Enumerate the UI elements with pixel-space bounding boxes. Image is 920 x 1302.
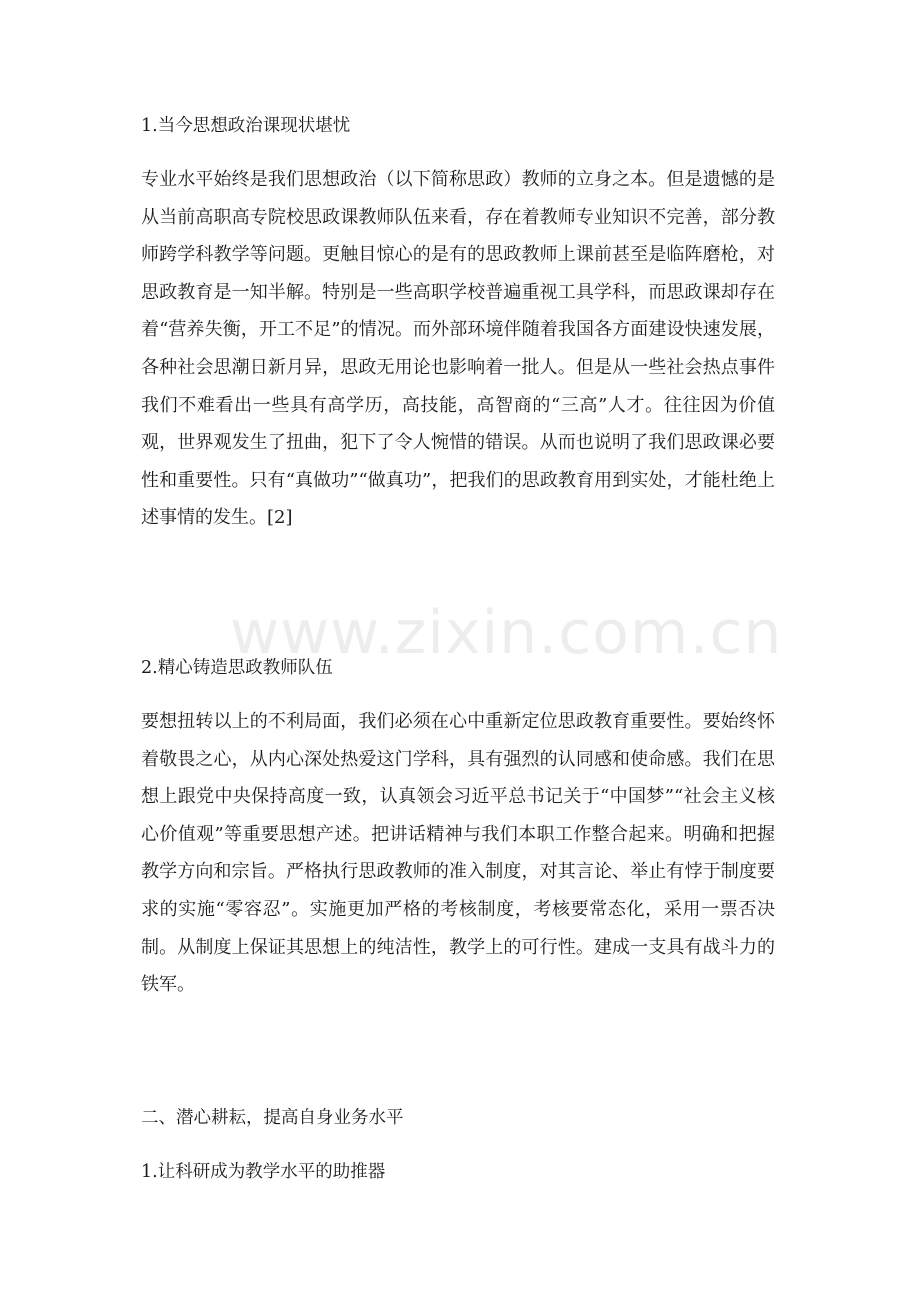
section-1-paragraph: 专业水平始终是我们思想政治（以下简称思政）教师的立身之本。但是遗憾的是从当前高职高专院校思政课教师队伍来看，存在着教师专业知识不完善，部分教师跨学科教学等问题。更触目惊心的是有的思政教师上课前甚至是临阵磨枪，对思政教育是一知半解。特别是一些高职学校普遍重视工具学科，而思政课却存在着“营养失衡，开工不足”的情况。而外部环境伴随着我国各方面建设快速发展，各种社会思潮日新月异，思政无用论也影响着一批人。但是从一些社会热点事件我们不难看出一些具有高学历，高技能，高智商的“三高”人才。往往因为价值观，世界观发生了扭曲，犯下了令人惋惜的错误。从而也说明了我们思政课必要性和重要性。只有“真做功”“做真功”，把我们的思政教育用到实处，才能杜绝上述事情的发生。[2] xyxy=(141,169,775,529)
section-1-heading: 1.当今思想政治课现状堪忧 xyxy=(141,116,351,136)
watermark: www.zixin.com.cn xyxy=(230,598,783,668)
section-2-heading: 2.精心铸造思政教师队伍 xyxy=(141,658,333,678)
subsection-1-heading: 1.让科研成为教学水平的助推器 xyxy=(141,1162,386,1182)
section-2-paragraph: 要想扭转以上的不利局面，我们必须在心中重新定位思政教育重要性。要始终怀着敬畏之心，从内心深处热爱这门学科，具有强烈的认同感和使命感。我们在思想上跟党中央保持高度一致，认真领会习近平总书记关于“中国梦”“社会主义核心价值观”等重要思想产述。把讲话精神与我们本职工作整合起来。明确和把握教学方向和宗旨。严格执行思政教师的准入制度，对其言论、举止有悖于制度要求的实施“零容忍”。实施更加严格的考核制度，考核要常态化，采用一票否决制。从制度上保证其思想上的纯洁性，教学上的可行性。建成一支具有战斗力的铁军。 xyxy=(141,711,775,996)
part-2-heading: 二、潜心耕耘，提高自身业务水平 xyxy=(141,1108,404,1128)
